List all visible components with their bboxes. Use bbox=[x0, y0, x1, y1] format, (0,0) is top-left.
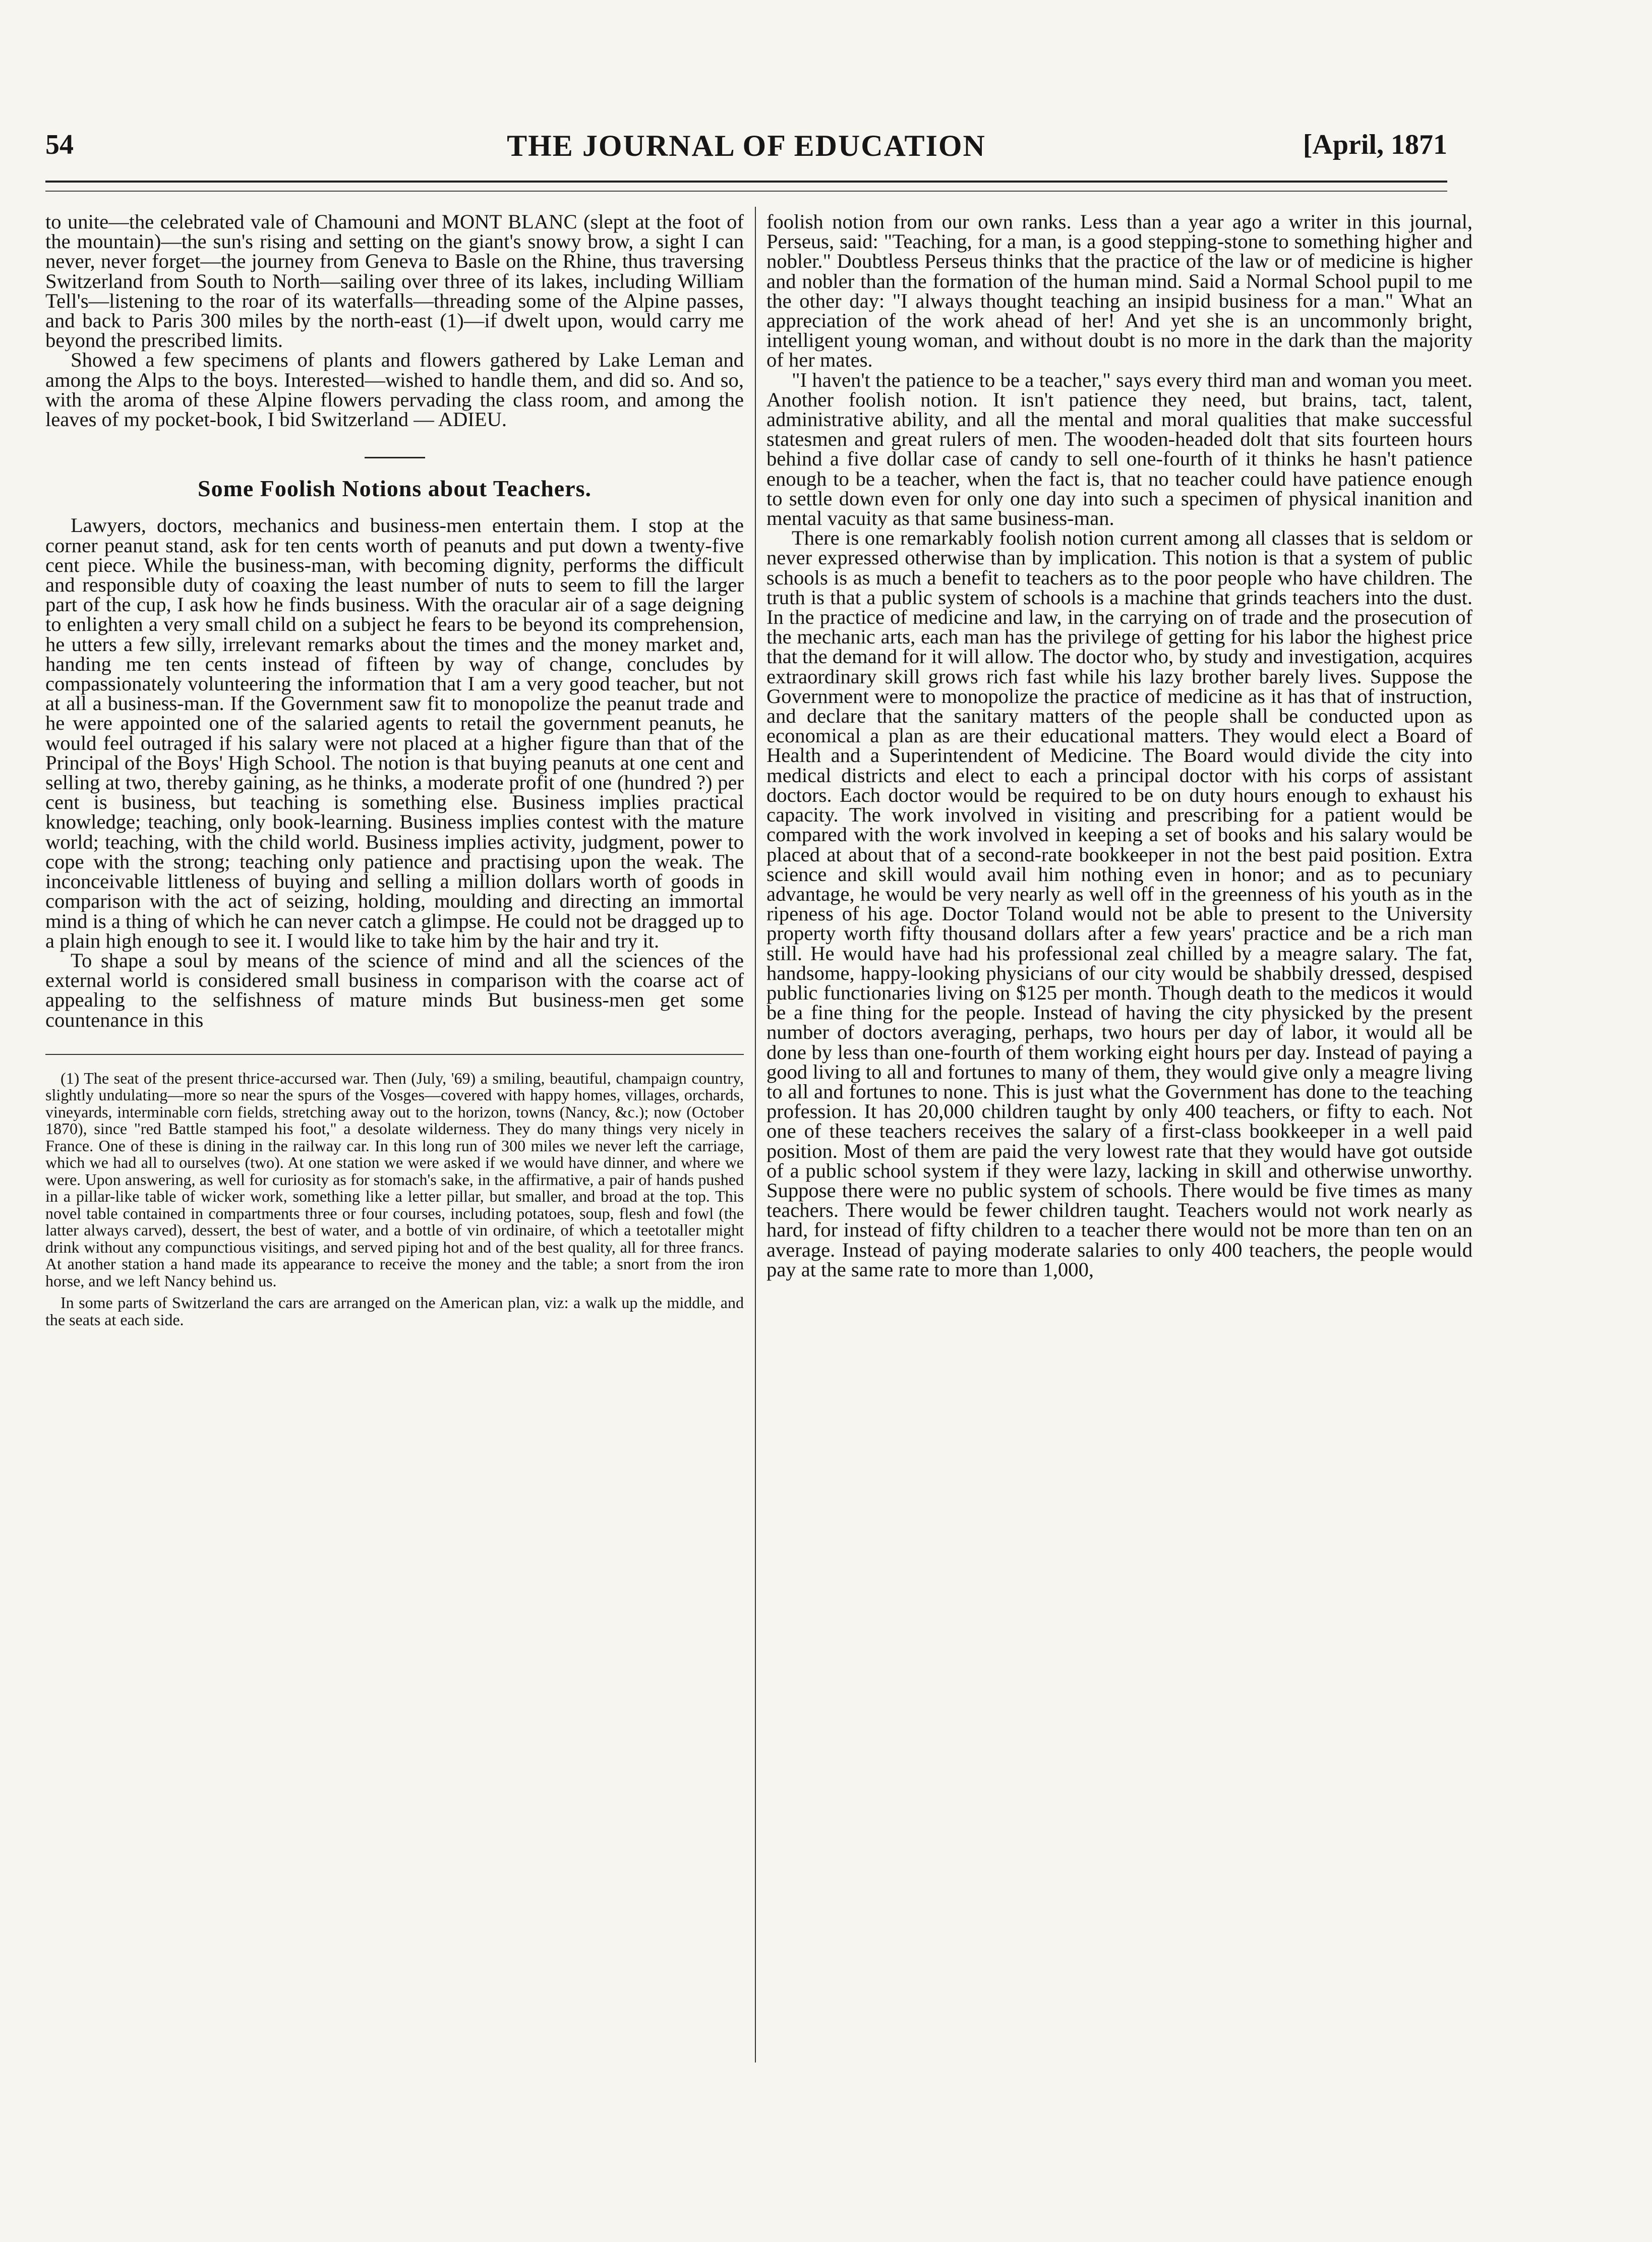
right-paragraph-2: "I haven't the patience to be a teacher," says every third man and woman you meet. Another foolish notion. It isn't patience they need, but brains, tact, talent, administrative ability, and all the mental and moral qualities that make successful statesmen and great rulers of men. The wooden-headed dolt that sits fourteen hours behind a five dollar case of candy to sell one-fourth of it thinks he hasn't patience enough to be a teacher, when the fact is, that no teacher could have patience enough to settle down even for only one day into such a specimen of physical inanition and mental vacuity as that same business-man. bbox=[766, 368, 1472, 530]
page-header bbox=[45, 129, 1447, 169]
page-number: 54 bbox=[45, 129, 74, 160]
column-divider bbox=[755, 207, 756, 2062]
footnote-2: In some parts of Switzerland the cars are arranged on the American plan, viz: a walk up the middle, and the seats at each side. bbox=[45, 1293, 744, 1329]
header-rule bbox=[45, 181, 1447, 183]
issue-date: [April, 1871 bbox=[1303, 129, 1447, 160]
footnote-rule bbox=[45, 1054, 744, 1055]
right-paragraph-1: foolish notion from our own ranks. Less than a year ago a writer in this journal, Perseus, said: "Teaching, for a man, is a good stepping-stone to something higher and nobler." Doubtless Perseus thinks that the practice of the law or of medicine is higher and nobler than the formation of the human mind. Said a Normal School pupil to me the other day: "I always thought teaching an insipid business for a man." What an appreciation of the work ahead of her! And yet she is an uncommonly bright, intelligent young woman, and without doubt is no more in the dark than the majority of her mates. bbox=[766, 210, 1472, 372]
left-paragraph-1: to unite—the celebrated vale of Chamouni and MONT BLANC (slept at the foot of the mountain)—the sun's rising and setting on the giant's snowy brow, a sight I can never, never forget—the journey from Geneva to Basle on the Rhine, thus traversing Switzerland from South to North—sailing over three of its lakes, including William Tell's—listening to the roar of its waterfalls—threading some of the Alpine passes, and back to Paris 300 miles by the north-east (1)—if dwelt upon, would carry me beyond the prescribed limits. bbox=[45, 210, 744, 352]
right-paragraph-3: There is one remarkably foolish notion current among all classes that is seldom or never expressed otherwise than by implication. This notion is that a system of public schools is as much a benefit to teachers as to the poor people who have children. The truth is that a public system of schools is a machine that grinds teachers into the dust. In the practice of medicine and law, in the carrying on of trade and the prosecution of the mechanic arts, each man has the privilege of getting for his labor the highest price that the demand for it will allow. The doctor who, by study and investigation, acquires extraordinary skill grows rich fast while his lazy brother barely lives. Suppose the Government were to monopolize the practice of medicine as it has that of instruction, and declare that the sanitary matters of the people shall be conducted upon as economical a plan as are their educational matters. They would elect a Board of Health and a Superintendent of Medicine. The Board would divide the city into medical districts and elect to each a principal doctor with his corps of assistant doctors. Each doctor would be required to be on duty hours enough to exhaust his capacity. The work involved in visiting and prescribing for a patient would be compared with the work involved in keeping a set of books and his salary would be placed at about that of a second-rate bookkeeper in not the best paid position. Extra science and skill would avail him nothing even in honor; and as to pecuniary advantage, he would be very nearly as well off in the greenness of his youth as in the ripeness of his age. Doctor Toland would not be able to present to the University property worth fifty thousand dollars after a few years' practice and be a rich man still. He would have had his professional zeal chilled by a meagre salary. The fat, handsome, happy-looking physicians of our city would be shabbily dressed, despised public functionaries living on $125 per month. Though death to the medicos it would be a fine thing for the people. Instead of having the city physicked by the present number of doctors averaging, perhaps, two hours per day of labor, it would all be done by less than one-fourth of them working eight hours per day. Instead of paying a good living to all and fortunes to many of them, they would give only a meagre living to all and fortunes to none. This is just what the Government has done to the teaching profession. It has 20,000 children taught by only 400 teachers, or fifty to each. Not one of these teachers receives the salary of a first-class bookkeeper in a well paid position. Most of them are paid the very lowest rate that they would have got outside of a public school system if they were lazy, lacking in skill and otherwise unworthy. Suppose there were no public system of schools. There would be five times as many teachers. There would be fewer children taught. Teachers would not work nearly as hard, for instead of fifty children to a teacher there would not be more than ten on an average. Instead of paying moderate salaries to only 400 teachers, the people would pay at the same rate to more than 1,000, bbox=[766, 526, 1472, 1281]
left-paragraph-2: Showed a few specimens of plants and flowers gathered by Lake Leman and among the Alps to the boys. Interested—wished to handle them, and did so. And so, with the aroma of these Alpine flowers pervading the class room, and among the leaves of my pocket-book, I bid Switzerland — ADIEU. bbox=[45, 348, 744, 431]
journal-title: THE JOURNAL OF EDUCATION bbox=[507, 129, 986, 162]
header-rule-thin bbox=[45, 191, 1447, 192]
left-column bbox=[45, 212, 744, 1333]
section-heading: Some Foolish Notions about Teachers. bbox=[197, 476, 592, 502]
right-column bbox=[766, 212, 1472, 1279]
left-paragraph-4: To shape a soul by means of the science of mind and all the sciences of the external world is considered small business in comparison with the coarse act of appealing to the selfishness of mature minds But business-men get some countenance in this bbox=[45, 949, 744, 1031]
left-paragraph-3: Lawyers, doctors, mechanics and business-men entertain them. I stop at the corner peanut stand, ask for ten cents worth of peanuts and put down a twenty-five cent piece. While the business-man, with becoming dignity, performs the difficult and responsible duty of coaxing the least number of nuts to seem to fill the larger part of the cup, I ask how he finds business. With the oracular air of a sage deigning to enlighten a very small child on a subject he fears to be beyond its comprehension, he utters a few silly, irrelevant remarks about the times and the money market and, handing me ten cents instead of fifteen by way of change, concludes by compassionately volunteering the information that I am a very good teacher, but not at all a business-man. If the Government saw fit to monopolize the peanut trade and he were appointed one of the salaried agents to retail the government peanuts, he would feel outraged if his salary were not placed at a higher figure than that of the Principal of the Boys' High School. The notion is that buying peanuts at one cent and selling at two, thereby gaining, as he thinks, a moderate profit of one (hundred ?) per cent is business, but teaching is something else. Business implies practical knowledge; teaching, only book-learning. Business implies contest with the mature world; teaching, with the child world. Business implies activity, judgment, power to cope with the strong; teaching only patience and practising upon the weak. The inconceivable littleness of buying and selling a million dollars worth of goods in comparison with the act of seizing, holding, moulding and directing an immortal mind is a thing of which he can never catch a glimpse. He could not be dragged up to a plain high enough to see it. I would like to take him by the hair and try it. bbox=[45, 514, 744, 952]
section-divider bbox=[365, 457, 425, 458]
footnotes bbox=[45, 1070, 744, 1329]
footnote-1: (1) The seat of the present thrice-accursed war. Then (July, '69) a smiling, beautiful, champaign country, slightly undulating—more so near the spurs of the Vosges—covered with happy homes, villages, orchards, vineyards, interminable corn fields, stretching away out to the horizon, towns (Nancy, &c.); now (October 1870), since "red Battle stamped his foot," a desolate wilderness. They do many things very nicely in France. One of these is dining in the railway car. In this long run of 300 miles we never left the carriage, which we had all to ourselves (two). At one station we were asked if we would have dinner, and where we were. Upon answering, as well for curiosity as for stomach's sake, in the affirmative, a pair of hands pushed in a pillar-like table of wicker work, something like a letter pillar, but smaller, and broad at the top. This novel table contained in compartments three or four courses, including potatoes, soup, flesh and fowl (the latter always carved), dessert, the best of water, and a bottle of vin ordinaire, of which a teetotaller might drink without any compunctious visitings, and served piping hot and of the best quality, all for three francs. At another station a hand made its appearance to receive the money and the table; a snort from the iron horse, and we left Nancy behind us. bbox=[45, 1069, 744, 1290]
